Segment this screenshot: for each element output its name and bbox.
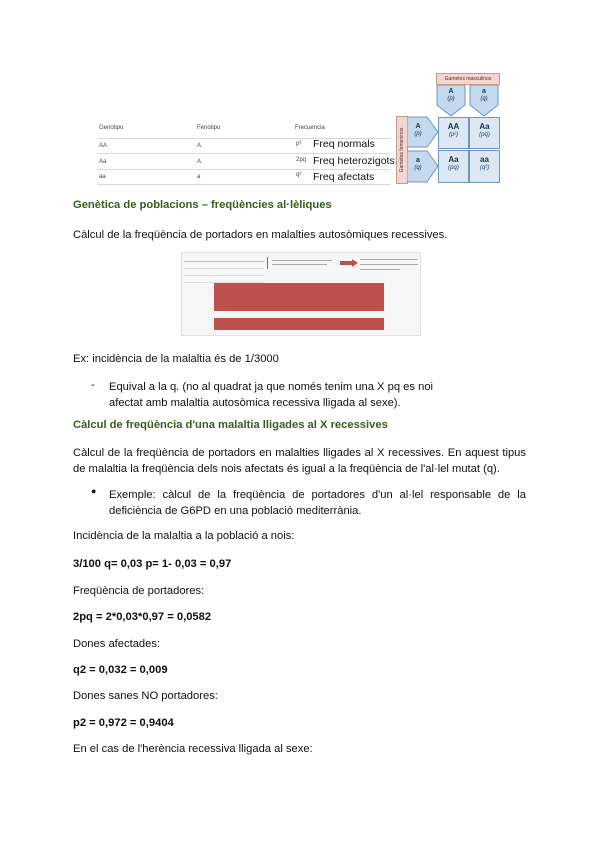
formula-q2: q2 = 0,032 = 0,009 — [73, 664, 168, 676]
calculation-figure — [181, 252, 421, 336]
genotype-cell: AA — [99, 143, 108, 149]
female-header-text: Gametos femeninos — [399, 127, 405, 173]
header-frequency: Frecuencia — [295, 125, 325, 131]
male-gamete-a: a (q) — [480, 88, 488, 102]
male-gametes-header: Gametos masculinos — [436, 73, 500, 85]
female-gamete-A: A (p) — [414, 123, 422, 137]
male-gamete-A: A (p) — [447, 88, 455, 102]
header-genotype: Genotipo — [99, 125, 124, 131]
freq-symbol: 2pq — [296, 157, 307, 163]
phenotype-cell: a — [197, 174, 201, 180]
paragraph-carriers-autosomal: Càlcul de la freqüència de portadors en malalties autosòmiques recessives. — [73, 229, 448, 241]
table-header-row — [97, 125, 390, 139]
formula-red-box — [214, 283, 384, 311]
formula-q-p: 3/100 q= 0,03 p= 1- 0,03 = 0,97 — [73, 558, 232, 570]
bullet-dot: ● — [91, 486, 97, 496]
result-red-box — [214, 318, 384, 330]
female-gamete-a: a (q) — [414, 157, 422, 171]
bullet-example-text: Exemple: càlcul de la freqüència de portadores d'un al·lel responsable de la deficiència de G6PD en una població mediterrània. — [109, 489, 526, 517]
dash-item-text: Equival a la q. (no al quadrat ja que només tenim una X pq es noi afectat amb malaltia autosòmica recessiva lligada al sexe). — [109, 381, 434, 409]
label-healthy-noncarrier: Dones sanes NO portadores: — [73, 690, 218, 702]
freq-symbol: p² — [296, 141, 302, 147]
freq-symbol: q² — [296, 172, 302, 178]
label-affected-women: Dones afectades: — [73, 638, 161, 650]
formula-p2: p2 = 0,972 = 0,9404 — [73, 717, 174, 729]
dash-bullet: - — [91, 379, 95, 391]
label-x-linked-inheritance: En el cas de l'herència recessiva lligada al sexe: — [73, 743, 313, 755]
genotype-cell: aa — [99, 174, 106, 180]
section-heading-allele-frequencies: Genètica de poblacions – freqüències al·lèliques — [73, 199, 332, 211]
punnett-cell-aa: aa (q²) — [469, 150, 500, 183]
label-incidence-boys: Incidència de la malaltia a la població a nois: — [73, 530, 295, 542]
section-heading-x-linked: Càlcul de freqüència d'una malaltia lligades al X recessives — [73, 419, 388, 431]
freq-label-affected: Freq afectats — [313, 171, 375, 183]
paragraph-x-linked: Càlcul de la freqüència de portadors en malalties lligades al X recessives. En aquest tipus de malaltia la freqüència dels nois afectats és igual a la freqüència de l'al·lel mutat (q). — [73, 447, 526, 475]
punnett-cell-AA: AA (p²) — [438, 117, 469, 149]
formula-2pq: 2pq = 2*0,03*0,97 = 0,0582 — [73, 611, 212, 623]
figure-note-box — [267, 257, 338, 269]
punnett-cell-Aa: Aa (pq) — [469, 117, 500, 149]
arrow-right-icon — [340, 259, 358, 267]
genotype-cell: Aa — [99, 159, 107, 165]
header-phenotype: Fenotipo — [197, 125, 221, 131]
freq-label-heterozygotes: Freq heterozigots — [313, 155, 395, 167]
example-incidence: Ex: incidència de la malaltia és de 1/3000 — [73, 353, 279, 365]
punnett-cell-Aa: Aa (pq) — [438, 150, 469, 183]
label-carriers-frequency: Freqüència de portadores: — [73, 585, 205, 597]
phenotype-cell: A — [197, 159, 202, 165]
mini-table — [184, 257, 264, 283]
phenotype-cell: A — [197, 143, 202, 149]
freq-label-normals: Freq normals — [313, 138, 375, 150]
figure-side-note — [360, 256, 418, 272]
